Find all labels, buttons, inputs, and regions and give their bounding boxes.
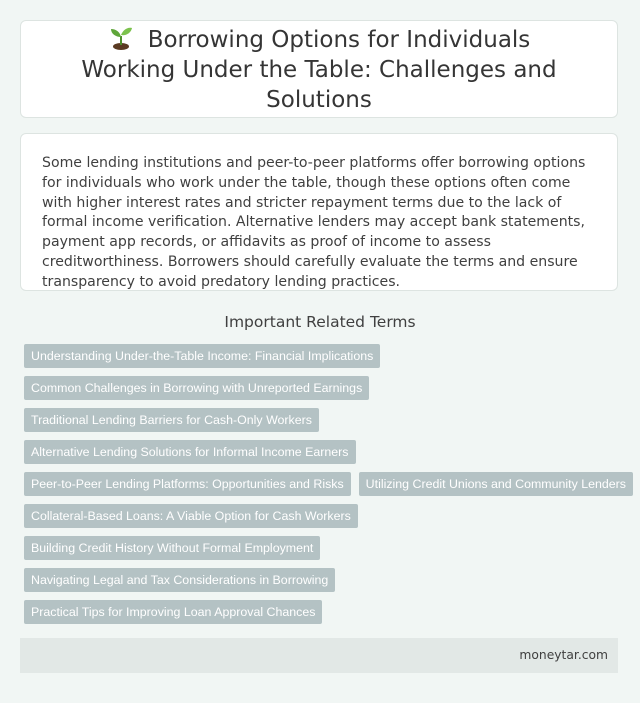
related-term-tag[interactable]: Practical Tips for Improving Loan Approval Chances	[24, 600, 322, 624]
footer	[20, 638, 618, 673]
related-term-tag[interactable]: Alternative Lending Solutions for Informal Income Earners	[24, 440, 356, 464]
related-term-tag[interactable]: Utilizing Credit Unions and Community Lenders	[359, 472, 633, 496]
related-terms-list	[24, 344, 624, 632]
summary-text: Some lending institutions and peer-to-peer platforms offer borrowing options for individuals who work under the table, though these options often come with higher interest rates and stricter repayment terms due to the lack of formal income verification. Alternative lenders may accept bank statements, payment app records, or affidavits as proof of income to assess creditworthiness. Borrowers should carefully evaluate the terms and ensure transparency to avoid predatory lending practices.	[42, 155, 586, 290]
related-term-tag[interactable]: Peer-to-Peer Lending Platforms: Opportunities and Risks	[24, 472, 351, 496]
related-term-tag[interactable]: Building Credit History Without Formal Employment	[24, 536, 320, 560]
summary-card	[20, 133, 618, 291]
related-term-tag[interactable]: Traditional Lending Barriers for Cash-Only Workers	[24, 408, 319, 432]
related-term-tag[interactable]: Understanding Under-the-Table Income: Financial Implications	[24, 344, 380, 368]
page-title	[59, 24, 579, 115]
related-term-tag[interactable]: Navigating Legal and Tax Considerations in Borrowing	[24, 568, 335, 592]
page-title-text: Borrowing Options for Individuals Working Under the Table: Challenges and Solutions	[81, 26, 557, 113]
footer-site-link[interactable]: moneytar.com	[519, 648, 608, 662]
sprout-icon	[108, 24, 134, 50]
related-term-tag[interactable]: Common Challenges in Borrowing with Unreported Earnings	[24, 376, 369, 400]
related-terms-heading: Important Related Terms	[224, 313, 416, 331]
related-term-tag[interactable]: Collateral-Based Loans: A Viable Option for Cash Workers	[24, 504, 358, 528]
title-card	[20, 20, 618, 118]
